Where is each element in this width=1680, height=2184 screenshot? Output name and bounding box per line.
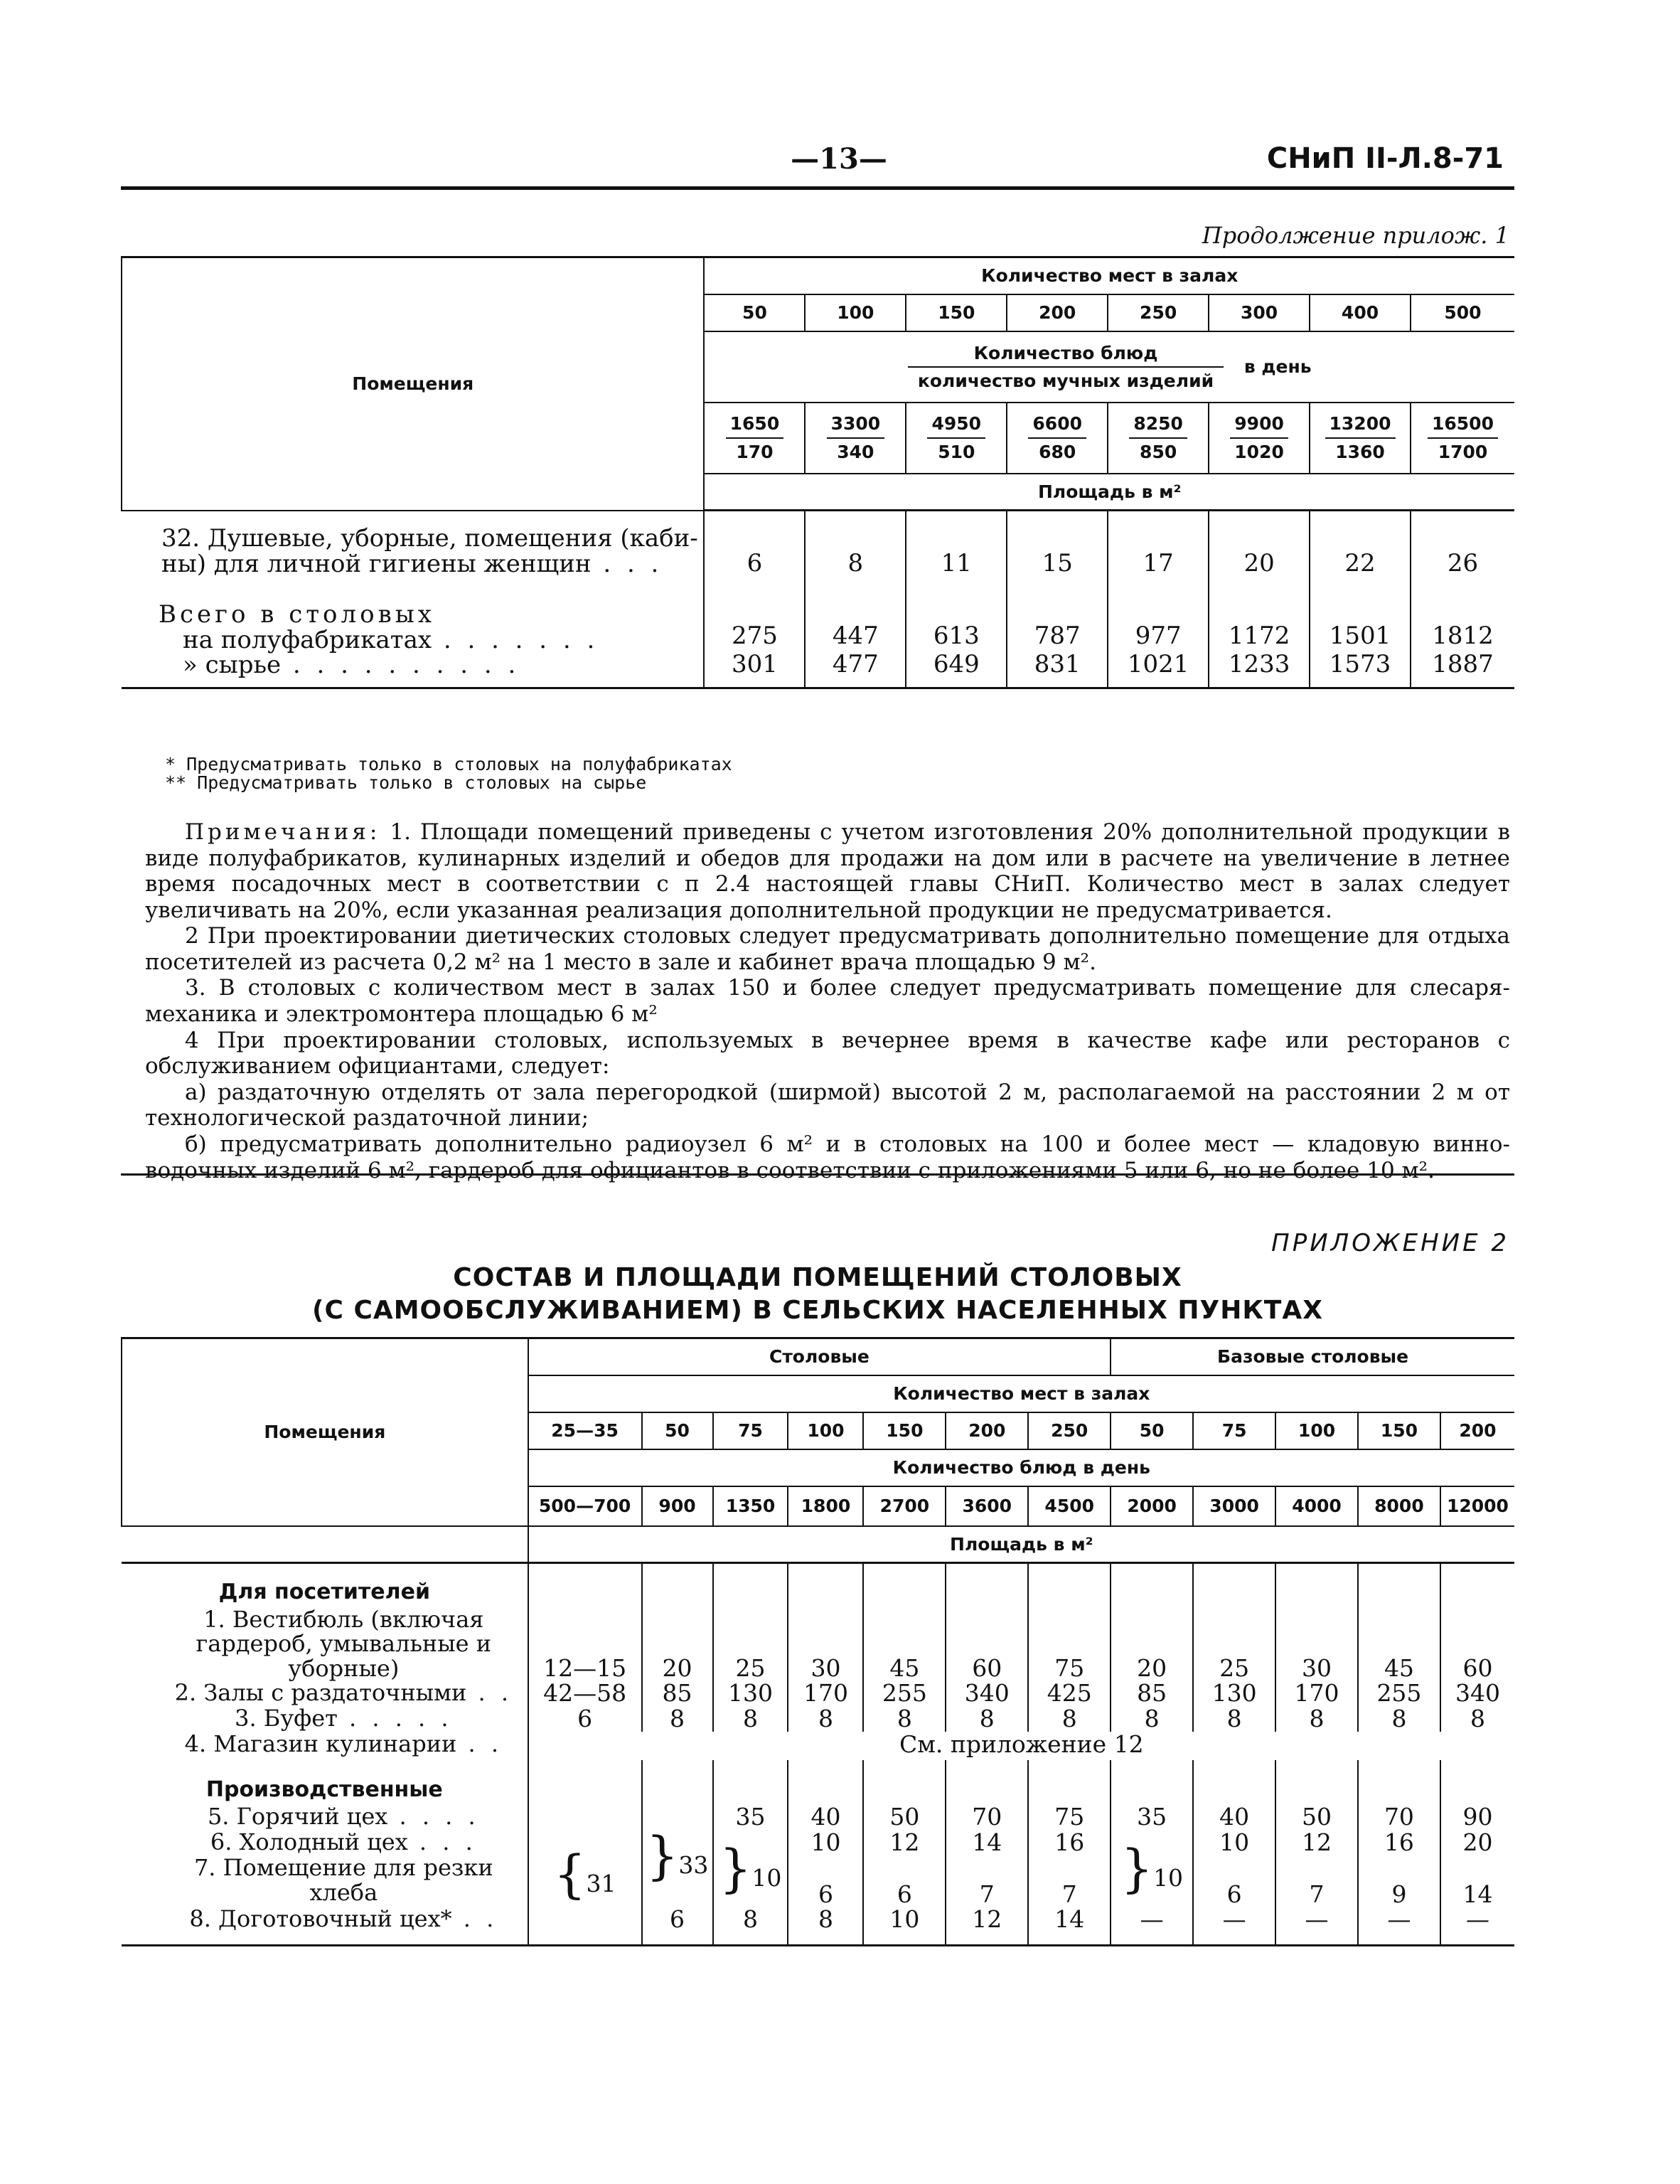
t2-cell: 340 — [1440, 1680, 1514, 1706]
t2-cell: 75 — [1028, 1607, 1111, 1681]
t2-cell: 16 — [1358, 1830, 1440, 1855]
flour-value: 680 — [1039, 441, 1076, 462]
row-32-cell: 15 — [1007, 511, 1108, 582]
t2-seats-cell: 100 — [1275, 1412, 1358, 1449]
t2-cell: — — [1193, 1907, 1275, 1935]
t2-cell: 14 — [1028, 1907, 1111, 1935]
rooms-header: Помещения — [122, 257, 704, 511]
dishes-cell — [1310, 403, 1411, 474]
t2-merged-cell-c8: }10 — [1111, 1830, 1193, 1907]
dishes-cell — [704, 403, 805, 474]
t2-row-2 — [122, 1680, 1514, 1706]
t2-cell: 45 — [1358, 1607, 1440, 1681]
t2-seats-cell: 200 — [1440, 1412, 1514, 1449]
row-32-label-line1: 32. Душевые, уборные, помещения (каби- — [161, 524, 698, 553]
seats-cell: 150 — [906, 294, 1007, 331]
seats-cell: 400 — [1310, 294, 1411, 331]
seats-cell: 100 — [805, 294, 906, 331]
row-5-label: 5. Горячий цех . . . . — [122, 1804, 528, 1830]
t2-cell: 10 — [863, 1907, 946, 1935]
totals-cell: 1812 1887 — [1411, 582, 1514, 688]
t2-row-4 — [122, 1732, 1514, 1760]
totals-cell: 275 301 — [731, 622, 778, 678]
totals-row — [122, 582, 1514, 688]
note-4a: а) раздаточную отделять от зала перегородкой (ширмой) высотой 2 м, располагаемой на расстоянии 2 м от технологической раздаточной линии; — [145, 1079, 1510, 1131]
row-32-cell: 26 — [1411, 511, 1514, 582]
totals-cell: 787 831 — [1007, 582, 1108, 688]
t2-dishes-cell: 12000 — [1440, 1486, 1514, 1526]
flour-value: 1020 — [1234, 441, 1284, 462]
semi-label: на полуфабрикатах . . . . . . . — [183, 625, 599, 654]
t2-cell: — — [1440, 1907, 1514, 1935]
t2-cell: 255 — [863, 1680, 946, 1706]
t2-cell: 130 — [1193, 1680, 1275, 1706]
note-4b: б) предусматривать дополнительно радиоузел 6 м² и в столовых на 100 и более мест — кладовую винно-водочных изделий 6 м², гардероб для официантов в соответствии с приложениями 5 или 6, но не более 10 м². — [145, 1131, 1510, 1183]
t2-cell: 50 — [1275, 1804, 1358, 1830]
t2-cell: 40 — [788, 1804, 863, 1830]
t2-cell: 8 — [1028, 1706, 1111, 1732]
dishes-header — [704, 331, 1514, 403]
t2-cell: 25 — [713, 1607, 788, 1681]
t2-cell: 85 — [642, 1680, 713, 1706]
appendix2-table — [121, 1337, 1514, 1946]
t2-dishes-cell: 4000 — [1275, 1486, 1358, 1526]
row-2-label: 2. Залы с раздаточными . . — [122, 1680, 528, 1706]
t2-seats-cell: 50 — [1111, 1412, 1193, 1449]
t2-cell: 7 — [1275, 1855, 1358, 1907]
t2-seats-cell: 150 — [863, 1412, 946, 1449]
t2-row-8 — [122, 1907, 1514, 1935]
t2-cell: 14 — [946, 1830, 1028, 1855]
t2-cell: 85 — [1111, 1680, 1193, 1706]
t2-cell: 6 — [788, 1855, 863, 1907]
dishes-value: 8250 — [1129, 410, 1187, 439]
t2-cell: 16 — [1028, 1830, 1111, 1855]
t2-row-5 — [122, 1804, 1514, 1830]
seats-cell: 200 — [1007, 294, 1108, 331]
footnotes — [165, 755, 1502, 793]
t2-cell: 12 — [863, 1830, 946, 1855]
row-32-cell: 11 — [906, 511, 1007, 582]
t2-cell: 12 — [946, 1907, 1028, 1935]
t2-row-1 — [122, 1607, 1514, 1681]
dishes-cell — [805, 403, 906, 474]
t2-dishes-cell: 1800 — [788, 1486, 863, 1526]
seats-header: Количество мест в залах — [704, 257, 1514, 294]
t2-cell: 8 — [1440, 1706, 1514, 1732]
t2-cell: — — [1358, 1907, 1440, 1935]
row-1-label: 1. Вестибюль (включая гардероб, умывальные и уборные) — [122, 1607, 528, 1681]
t2-cell: 340 — [946, 1680, 1028, 1706]
t2-cell: 50 — [863, 1804, 946, 1830]
t2-row-6 — [122, 1830, 1514, 1855]
t2-seats-cell: 75 — [713, 1412, 788, 1449]
t2-cell: 75 — [1028, 1804, 1111, 1830]
row-4-label: 4. Магазин кулинарии . . — [122, 1732, 528, 1760]
row-32-label — [122, 511, 704, 582]
dishes-value: 9900 — [1230, 410, 1288, 439]
t2-cell: 45 — [863, 1607, 946, 1681]
row-6-label: 6. Холодный цех . . . — [122, 1830, 528, 1855]
t2-dishes-cell: 500—700 — [528, 1486, 642, 1526]
dishes-value: 6600 — [1028, 410, 1086, 439]
t2-cell: 8 — [713, 1706, 788, 1732]
t2-cell: 20 — [1111, 1607, 1193, 1681]
note-3: 3. В столовых с количеством мест в залах 150 и более следует предусматривать помещение для слесаря-механика и электромонтера площадью 6 м² — [145, 975, 1510, 1028]
t2-cell: 42—58 — [543, 1679, 627, 1708]
totals-cell: 1172 1233 — [1209, 582, 1310, 688]
t2-cell: 10 — [788, 1830, 863, 1855]
dishes-cell — [1108, 403, 1209, 474]
appendix2-title-line1: СОСТАВ И ПЛОЩАДИ ПОМЕЩЕНИЙ СТОЛОВЫХ — [453, 1263, 1182, 1292]
t2-cell: 30 — [1275, 1607, 1358, 1681]
t2-cell: — — [1275, 1907, 1358, 1935]
seats-cell: 500 — [1411, 294, 1514, 331]
dishes-value: 1650 — [726, 410, 784, 439]
t2-cell: 90 — [1440, 1804, 1514, 1830]
t2-cell: 8 — [1358, 1706, 1440, 1732]
continuation-label: Продолжение прилож. 1 — [1202, 222, 1509, 249]
row-8-label: 8. Доготовочный цех* . . — [122, 1907, 528, 1935]
t2-cell: 20 — [642, 1607, 713, 1681]
t2-seats-cell: 150 — [1358, 1412, 1440, 1449]
totals-cell: 613 649 — [906, 582, 1007, 688]
dishes-cell — [1411, 403, 1514, 474]
t2-cell: 130 — [713, 1680, 788, 1706]
t2-seats-header: Количество мест в залах — [528, 1375, 1514, 1412]
t2-cell: 8 — [1193, 1706, 1275, 1732]
brace-icon: } — [1120, 1838, 1154, 1899]
t2-dishes-cell: 1350 — [713, 1486, 788, 1526]
notes-heading: Примечания: — [185, 819, 381, 845]
t2-seats-cell: 25—35 — [528, 1412, 642, 1449]
t2-cell: 10 — [1193, 1830, 1275, 1855]
row-32 — [122, 511, 1514, 582]
t2-cell: 170 — [788, 1680, 863, 1706]
seats-cell: 300 — [1209, 294, 1310, 331]
t2-cell: 6 — [577, 1705, 593, 1733]
t2-cell: 70 — [1358, 1804, 1440, 1830]
t2-cell: 425 — [1028, 1680, 1111, 1706]
dishes-value: 16500 — [1428, 410, 1498, 439]
row-32-cell: 20 — [1209, 511, 1310, 582]
appendix2-title-line2: (С САМООБСЛУЖИВАНИЕМ) В СЕЛЬСКИХ НАСЕЛЕННЫХ ПУНКТАХ — [312, 1296, 1323, 1325]
row-7-label: 7. Помещение для резки хлеба — [122, 1855, 528, 1907]
row-32-cell: 6 — [747, 548, 763, 577]
t2-dishes-header: Количество блюд в день — [528, 1449, 1514, 1486]
t2-seats-cell: 50 — [642, 1412, 713, 1449]
t2-cell: 6 — [863, 1855, 946, 1907]
t2-merged-cell-c3: }10 — [713, 1830, 788, 1907]
brace-icon: } — [646, 1826, 679, 1886]
t2-dishes-cell: 8000 — [1358, 1486, 1440, 1526]
t2-cell: 60 — [946, 1607, 1028, 1681]
t2-cell: 8 — [1111, 1706, 1193, 1732]
notes — [145, 819, 1510, 1183]
appendix2-label: ПРИЛОЖЕНИЕ 2 — [1271, 1229, 1509, 1257]
flour-value: 510 — [938, 441, 975, 462]
t2-cell: 12—15 — [543, 1653, 627, 1682]
t2-cell: 35 — [1111, 1804, 1193, 1830]
t2-cell: 9 — [1358, 1855, 1440, 1907]
brace-icon: } — [719, 1838, 752, 1899]
t2-cell: 8 — [863, 1706, 946, 1732]
t2-cell: 20 — [1440, 1830, 1514, 1855]
dishes-value: 4950 — [927, 410, 985, 439]
totals-label — [122, 582, 704, 688]
t2-merged-cell-c1: {31 — [553, 1844, 616, 1905]
header-rule — [121, 186, 1514, 190]
t2-seats-cell: 100 — [788, 1412, 863, 1449]
t2-group-canteens: Столовые — [528, 1338, 1111, 1375]
dishes-cell — [906, 403, 1007, 474]
see-appendix-note: См. приложение 12 — [899, 1730, 1144, 1759]
section-production: Производственные — [122, 1760, 528, 1804]
t2-cell: 8 — [946, 1706, 1028, 1732]
t2-cell: 8 — [1275, 1706, 1358, 1732]
row-32-cell: 8 — [805, 511, 906, 582]
footnote: * Предусматривать только в столовых на полуфабрикатах — [165, 754, 732, 774]
totals-cell: 447 477 — [805, 582, 906, 688]
seats-cell: 250 — [1108, 294, 1209, 331]
t2-cell: 30 — [788, 1607, 863, 1681]
section-visitors: Для посетителей — [122, 1563, 528, 1607]
flour-label: количество мучных изделий — [917, 370, 1214, 391]
t2-cell: 7 — [1028, 1855, 1111, 1907]
document-code: СНиП II-Л.8-71 — [1266, 142, 1504, 175]
t2-merged-cell-c2: }33 — [642, 1804, 713, 1907]
t2-cell: 60 — [1440, 1607, 1514, 1681]
dishes-cell — [1209, 403, 1310, 474]
per-day-label: в день — [1243, 356, 1312, 377]
t2-cell: 255 — [1358, 1680, 1440, 1706]
t2-cell: 7 — [946, 1855, 1028, 1907]
brace-icon: { — [553, 1844, 587, 1905]
seats-cell: 50 — [704, 294, 805, 331]
t2-dishes-cell: 2700 — [863, 1486, 946, 1526]
footnote: ** Предусматривать только в столовых на сырье — [165, 772, 647, 794]
flour-value: 170 — [736, 441, 774, 462]
t2-dishes-cell: 2000 — [1111, 1486, 1193, 1526]
t2-cell: 8 — [713, 1907, 788, 1935]
totals-cell: 1501 1573 — [1310, 582, 1411, 688]
notes-rule — [121, 1173, 1514, 1176]
dishes-cell — [1007, 403, 1108, 474]
t2-dishes-cell: 4500 — [1028, 1486, 1111, 1526]
flour-value: 850 — [1140, 441, 1177, 462]
t2-cell: 8 — [788, 1706, 863, 1732]
totals-cell: 977 1021 — [1108, 582, 1209, 688]
t2-cell: 40 — [1193, 1804, 1275, 1830]
t2-cell: 8 — [788, 1907, 863, 1935]
dishes-value: 3300 — [827, 410, 885, 439]
t2-seats-cell: 250 — [1028, 1412, 1111, 1449]
t2-row-3 — [122, 1706, 1514, 1732]
dishes-label: Количество блюд — [908, 340, 1224, 368]
t2-group-base-canteens: Базовые столовые — [1111, 1338, 1514, 1375]
t2-seats-cell: 200 — [946, 1412, 1028, 1449]
dishes-value: 13200 — [1325, 410, 1396, 439]
t2-cell: 70 — [946, 1804, 1028, 1830]
t2-dishes-cell: 900 — [642, 1486, 713, 1526]
row-32-cell: 22 — [1310, 511, 1411, 582]
row-32-label-line2: ны) для личной гигиены женщин . . . — [161, 549, 663, 578]
t2-cell: 8 — [642, 1706, 713, 1732]
row-3-label: 3. Буфет . . . . . — [122, 1706, 528, 1732]
t2-cell: 6 — [1193, 1855, 1275, 1907]
row-32-cell: 17 — [1108, 511, 1209, 582]
t2-cell: 25 — [1193, 1607, 1275, 1681]
t2-seats-cell: 75 — [1193, 1412, 1275, 1449]
note-2: 2 При проектировании диетических столовых следует предусматривать дополнительно помещение для отдыха посетителей из расчета 0,2 м² на 1 место в зале и кабинет врача площадью 9 м². — [145, 923, 1510, 975]
t2-cell: 6 — [642, 1907, 713, 1935]
t2-dishes-cell: 3000 — [1193, 1486, 1275, 1526]
t2-cell: 12 — [1275, 1830, 1358, 1855]
t2-cell: — — [1111, 1907, 1193, 1935]
t2-row-7 — [122, 1855, 1514, 1907]
flour-value: 340 — [837, 441, 874, 462]
t2-cell: 14 — [1440, 1855, 1514, 1907]
t2-area-header: Площадь в м² — [528, 1526, 1514, 1563]
t2-cell: 170 — [1275, 1680, 1358, 1706]
raw-label: » сырье . . . . . . . . . . — [183, 651, 520, 680]
t2-cell: 35 — [713, 1804, 788, 1830]
note-4: 4 При проектировании столовых, используемых в вечернее время в качестве кафе или ресторанов с обслуживанием официантами, следует: — [145, 1027, 1510, 1080]
t2-dishes-cell: 3600 — [946, 1486, 1028, 1526]
t2-rooms-header: Помещения — [122, 1338, 528, 1526]
appendix1-table — [121, 256, 1514, 689]
flour-value: 1360 — [1335, 441, 1385, 462]
flour-value: 1700 — [1438, 441, 1488, 462]
note-1: Примечания: 1. Площади помещений приведены с учетом изготовления 20% дополнительной продукции в виде полуфабрикатов, кулинарных изделий и обедов для продажи на дом или в расчете на увеличение в летнее время посадочных мест в соответствии с п 2.4 настоящей главы СНиП. Количество мест в залах следует увеличивать на 20%, если указанная реализация дополнительной продукции не предусматривается. — [145, 819, 1510, 923]
area-header: Площадь в м² — [704, 474, 1514, 511]
totals-heading: Всего в столовых — [159, 600, 435, 629]
page-number: —13— — [791, 142, 887, 176]
